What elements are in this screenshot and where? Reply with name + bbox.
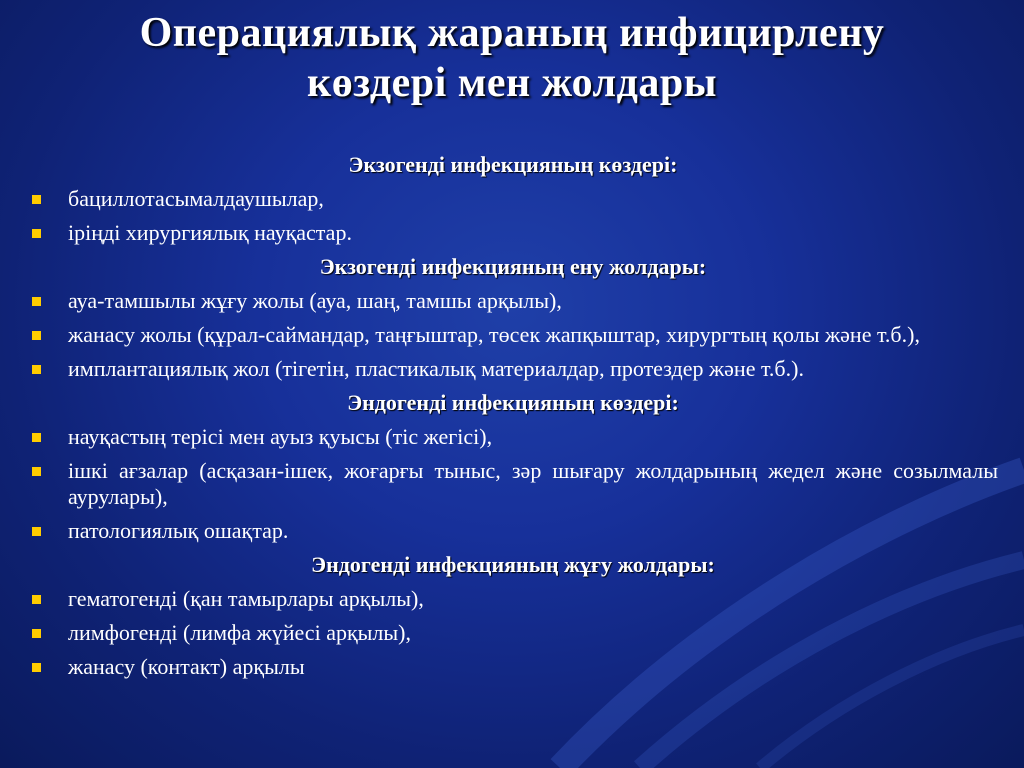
list-item-text: гематогенді (қан тамырлары арқылы), <box>68 586 424 611</box>
list-item-text: ауа-тамшылы жұғу жолы (ауа, шаң, тамшы арқылы), <box>68 288 562 313</box>
list-item-text: патологиялық ошақтар. <box>68 518 289 543</box>
list-item <box>28 586 998 612</box>
list-item <box>28 220 998 246</box>
bullet-icon <box>28 186 68 212</box>
list-item-text: науқастың терісі мен ауыз қуысы (тіс жегісі), <box>68 424 493 449</box>
bullet-icon <box>28 620 68 646</box>
list-item-text: имплантациялық жол (тігетін, пластикалық материалдар, протездер және т.б.). <box>68 356 804 381</box>
section-heading-endogenous-routes: Эндогенді инфекцияның жұғу жолдары: <box>311 552 715 577</box>
section-heading-exogenous-routes: Экзогенді инфекцияның ену жолдары: <box>319 254 707 279</box>
section-heading-exogenous-sources: Экзогенді инфекцияның көздері: <box>348 152 678 177</box>
bullet-icon <box>28 356 68 382</box>
list-item <box>28 186 998 212</box>
list-item <box>28 424 998 450</box>
list-item-text: бациллотасымалдаушылар, <box>68 186 324 211</box>
bullet-icon <box>28 322 68 348</box>
slide-title <box>0 8 1024 108</box>
bullet-icon <box>28 424 68 450</box>
list-item-text: ішкі ағзалар (асқазан-ішек, жоғарғы тыныс, зәр шығару жолдарының жедел және созылмалы аурулары), <box>68 458 998 509</box>
list-item-text: жанасу (контакт) арқылы <box>68 654 305 679</box>
list-item-text: жанасу жолы (құрал-саймандар, таңғыштар, төсек жапқыштар, хирургтың қолы және т.б.), <box>68 322 920 347</box>
list-item <box>28 288 998 314</box>
list-item <box>28 322 998 348</box>
list-item <box>28 356 998 382</box>
slide-title-line-2: көздері мен жолдары <box>307 60 717 106</box>
bullet-icon <box>28 518 68 544</box>
bullet-icon <box>28 654 68 680</box>
slide-title-line-1: Операциялық жараның инфицирлену <box>139 10 885 56</box>
bullet-icon <box>28 586 68 612</box>
slide-content <box>28 152 998 688</box>
list-item <box>28 458 998 510</box>
list-item <box>28 654 998 680</box>
bullet-icon <box>28 288 68 314</box>
list-item <box>28 620 998 646</box>
list-item <box>28 518 998 544</box>
list-item-text: лимфогенді (лимфа жүйесі арқылы), <box>68 620 412 645</box>
bullet-icon <box>28 220 68 246</box>
section-heading-endogenous-sources: Эндогенді инфекцияның көздері: <box>347 390 679 415</box>
bullet-icon <box>28 458 68 484</box>
list-item-text: іріңді хирургиялық науқастар. <box>68 220 352 245</box>
